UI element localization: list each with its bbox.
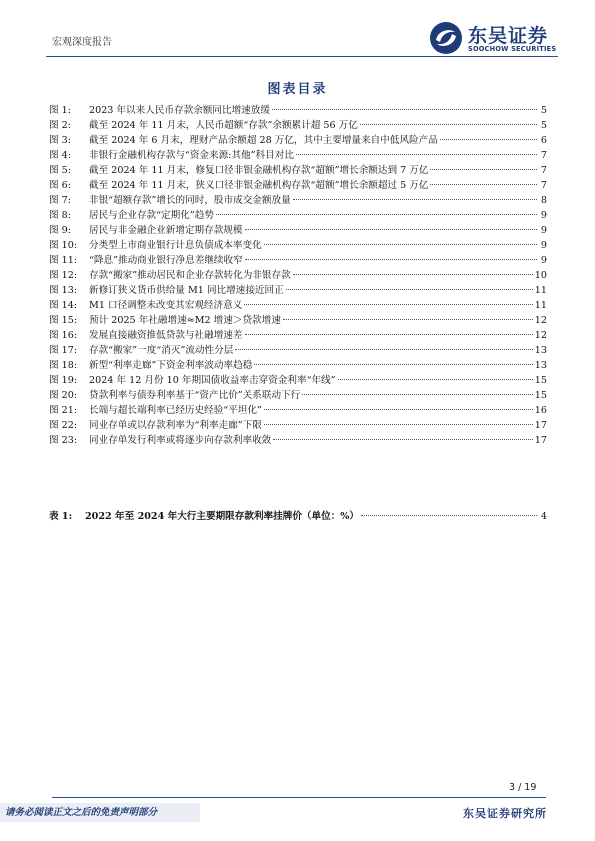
disclaimer-note: 请务必阅读正文之后的免责声明部分 [0, 803, 200, 822]
figure-entry[interactable] [49, 358, 547, 373]
figure-title: 贷款利率与债券利率基于“资产比价”关系联动下行 [89, 390, 301, 401]
figure-entry[interactable] [49, 313, 547, 328]
dot-leader [430, 169, 537, 170]
figure-page: 11 [534, 285, 547, 296]
logo-text-en: SOOCHOW SECURITIES [468, 45, 557, 53]
figure-page: 13 [534, 345, 547, 356]
figure-entry[interactable] [49, 178, 547, 193]
dot-leader [245, 334, 533, 335]
dot-leader [283, 319, 533, 320]
figure-label: 图 9: [49, 225, 71, 236]
table-entry[interactable] [49, 509, 547, 524]
figure-entry[interactable] [49, 133, 547, 148]
figure-entry[interactable] [49, 208, 547, 223]
soochow-logo [428, 20, 558, 56]
figure-label: 图 18: [49, 360, 78, 371]
report-category: 宏观深度报告 [52, 37, 112, 48]
figure-title: 同业存单发行利率或将逐步向存款利率收敛 [89, 435, 272, 446]
dot-leader [264, 424, 533, 425]
figure-title: 新型“利率走廊”下资金利率波动率趋稳 [89, 360, 253, 371]
figure-title: 分类型上市商业银行计息负债成本率变化 [89, 240, 262, 251]
figure-page: 15 [534, 390, 547, 401]
table-page: 4 [540, 511, 547, 522]
figure-title: 2023 年以来人民币存款余额同比增速放缓 [89, 105, 270, 116]
figure-entry[interactable] [49, 298, 547, 313]
figure-page: 9 [540, 225, 547, 236]
figure-title: 居民与企业存款“定期化”趋势 [89, 210, 214, 221]
figure-page: 11 [534, 300, 547, 311]
figure-label: 图 14: [49, 300, 78, 311]
figure-title: “降息”推动商业银行净息差继续收窄 [89, 255, 243, 266]
dot-leader [293, 199, 537, 200]
figure-label: 图 12: [49, 270, 78, 281]
figure-title: 长端与超长端利率已经历史经验“平坦化” [89, 405, 262, 416]
figure-label: 图 21: [49, 405, 78, 416]
dot-leader [293, 274, 533, 275]
figure-title: 居民与非金融企业新增定期存款规模 [89, 225, 243, 236]
figure-entry[interactable] [49, 163, 547, 178]
figure-page: 9 [540, 210, 547, 221]
figure-page: 13 [534, 360, 547, 371]
figure-label: 图 10: [49, 240, 78, 251]
figure-label: 图 6: [49, 180, 71, 191]
dot-leader [254, 364, 532, 365]
dot-leader [245, 259, 537, 260]
figure-label: 图 3: [49, 135, 71, 146]
figure-title: 截至 2024 年 11 月末，人民币超额“存款”余额累计超 56 万亿 [89, 120, 358, 131]
figure-page: 9 [540, 240, 547, 251]
figure-page: 7 [540, 165, 547, 176]
soochow-logo-icon [428, 20, 464, 56]
toc-title: 图表目录 [267, 82, 328, 97]
dot-leader [360, 124, 537, 125]
footer-divider [52, 797, 546, 798]
figure-entry[interactable] [49, 118, 547, 133]
figure-entry[interactable] [49, 388, 547, 403]
dot-leader [272, 109, 537, 110]
dot-leader [286, 289, 533, 290]
figure-entry[interactable] [49, 283, 547, 298]
figure-label: 图 11: [49, 255, 78, 266]
figure-page: 5 [540, 120, 547, 131]
dot-leader [235, 349, 532, 350]
dot-leader [338, 379, 533, 380]
figure-title: 预计 2025 年社融增速≈M2 增速＞贷款增速 [89, 315, 281, 326]
figure-label: 图 13: [49, 285, 78, 296]
table-label: 表 1: [49, 511, 73, 522]
logo-text-cn: 东吴证券 [468, 25, 549, 47]
header-divider [46, 56, 558, 57]
figure-title: 截至 2024 年 11 月末，狭义口径非银金融机构存款“超额”增长余额超过 5 万亿 [89, 180, 429, 191]
figure-entry[interactable] [49, 433, 547, 448]
figure-label: 图 19: [49, 375, 78, 386]
institute-name: 东吴证券研究所 [463, 807, 547, 820]
figure-label: 图 4: [49, 150, 71, 161]
dot-leader [430, 184, 537, 185]
dot-leader [264, 409, 533, 410]
figure-page: 15 [534, 375, 547, 386]
figure-page: 8 [540, 195, 547, 206]
figure-title: 新修订狭义货币供给量 M1 同比增速接近回正 [89, 285, 284, 296]
figure-title: 截至 2024 年 6 月末，理财产品余额超 28 万亿，其中主要增量来自中低风险产品 [89, 135, 438, 146]
figure-entry[interactable] [49, 223, 547, 238]
figure-title: 发展直接融资推低贷款与社融增速差 [89, 330, 243, 341]
figure-entry[interactable] [49, 343, 547, 358]
dot-leader [216, 214, 537, 215]
figure-entry[interactable] [49, 238, 547, 253]
figure-entry[interactable] [49, 103, 547, 118]
figure-label: 图 5: [49, 165, 71, 176]
dot-leader [296, 154, 537, 155]
dot-leader [244, 304, 532, 305]
figure-page: 12 [534, 330, 547, 341]
figure-page: 10 [534, 270, 547, 281]
figure-label: 图 2: [49, 120, 71, 131]
figure-page: 5 [540, 105, 547, 116]
figure-label: 图 17: [49, 345, 78, 356]
figure-page: 7 [540, 180, 547, 191]
figure-title: 非银行金融机构存款与“资金来源:其他”科目对比 [89, 150, 294, 161]
figure-label: 图 20: [49, 390, 78, 401]
figure-entry[interactable] [49, 328, 547, 343]
table-title: 2022 年至 2024 年大行主要期限存款利率挂牌价（单位：%） [85, 511, 360, 522]
figure-entry[interactable] [49, 403, 547, 418]
figure-label: 图 1: [49, 105, 71, 116]
figure-page: 7 [540, 150, 547, 161]
dot-leader [273, 439, 533, 440]
figure-label: 图 7: [49, 195, 71, 206]
figure-title: 2024 年 12 月份 10 年期国债收益率击穿资金利率“年线” [89, 375, 336, 386]
dot-leader [245, 229, 538, 230]
figure-page: 17 [534, 435, 547, 446]
dot-leader [302, 394, 533, 395]
dot-leader [440, 139, 537, 140]
figure-title: M1 口径调整未改变其宏观经济意义 [89, 300, 243, 311]
figure-label: 图 23: [49, 435, 78, 446]
figure-title: 截至 2024 年 11 月末，修复口径非银金融机构存款“超额”增长余额达到 7 万亿 [89, 165, 429, 176]
figure-title: 存款“搬家”推动居民和企业存款转化为非银存款 [89, 270, 291, 281]
figure-page: 9 [540, 255, 547, 266]
figure-entry[interactable] [49, 253, 547, 268]
figure-label: 图 15: [49, 315, 78, 326]
page-number: 3 / 19 [509, 782, 537, 793]
dot-leader [361, 515, 537, 516]
figure-entry[interactable] [49, 148, 547, 163]
figure-entry[interactable] [49, 193, 547, 208]
figure-page: 16 [534, 405, 547, 416]
figure-list [49, 103, 547, 448]
figure-title: 存款“搬家”一度“消灭”流动性分层 [89, 345, 234, 356]
figure-title: 非银“超额存款”增长的同时，股市成交金额放量 [89, 195, 291, 206]
figure-page: 12 [534, 315, 547, 326]
figure-label: 图 8: [49, 210, 71, 221]
figure-page: 6 [540, 135, 547, 146]
figure-entry[interactable] [49, 268, 547, 283]
dot-leader [264, 244, 537, 245]
figure-label: 图 22: [49, 420, 78, 431]
figure-title: 同业存单或以存款利率为“利率走廊”下限 [89, 420, 262, 431]
figure-page: 17 [534, 420, 547, 431]
figure-label: 图 16: [49, 330, 78, 341]
figure-entry[interactable] [49, 418, 547, 433]
figure-entry[interactable] [49, 373, 547, 388]
